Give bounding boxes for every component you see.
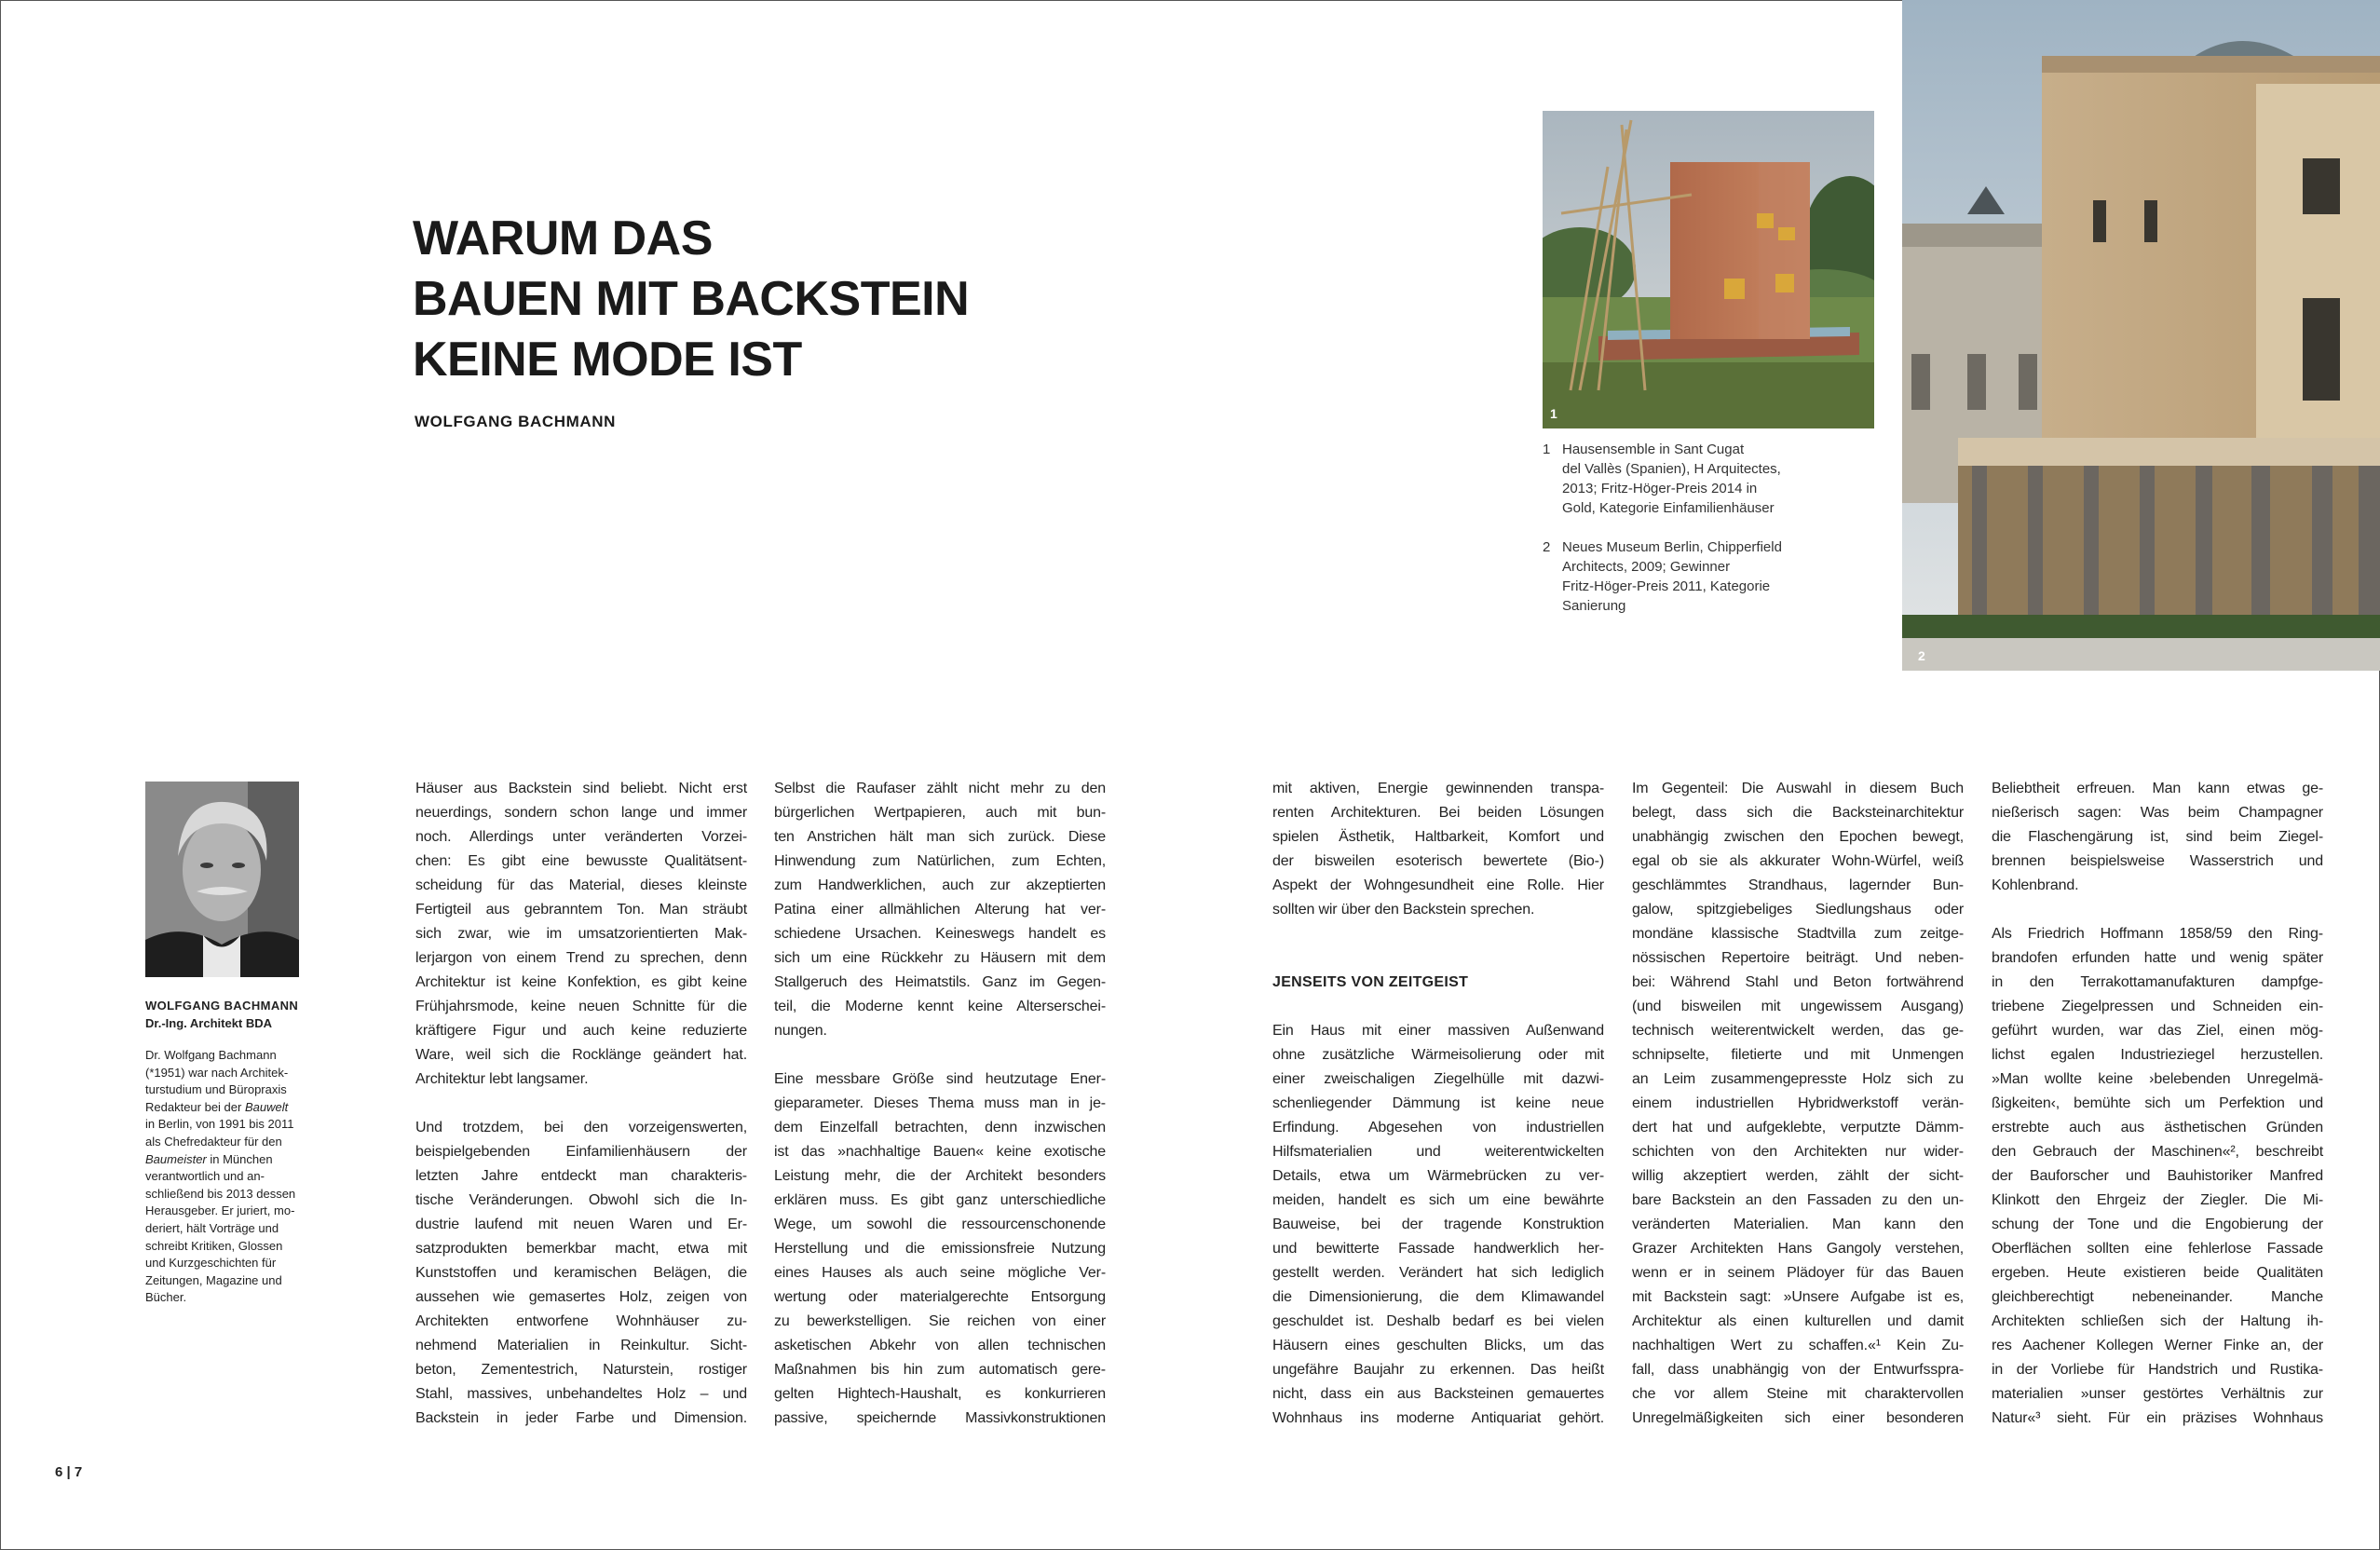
text-line: der Bauforscher und Bauhistoriker Manfred [1992,1168,2323,1184]
text-line: nössischen Repertoire beiträgt. Und neben- [1632,950,1964,966]
text-line: technisch weiterentwickelt werden, das ge- [1632,1023,1964,1039]
text-line: mit aktiven, Energie gewinnenden transpa- [1272,781,1604,796]
text-line: lichst egalen Industrieziegel herzustellen. [1992,1047,2323,1063]
bio-line [145,1047,308,1065]
bio-text-segment: turstudium und Büropraxis [145,1082,287,1097]
paragraph [774,777,1106,1043]
text-line: Fertigteil aus gebranntem Ton. Man sträubt [415,902,747,918]
text-line: beispielgebenden Einfamilienhäusern der [415,1144,747,1160]
text-line: Selbst die Raufaser zählt nicht mehr zu den [774,781,1106,796]
text-line: Herstellung und die emissionsfreie Nutzung [774,1241,1106,1257]
bio-text-segment: verantwortlich und an- [145,1169,265,1184]
paragraph [415,1116,747,1431]
text-line: teil, die Moderne kennt keine Alterserschei- [774,999,1106,1014]
text-line: bürgerlichen Wertpapieren, auch mit bun- [774,805,1106,821]
text-line: Als Friedrich Hoffmann 1858/59 den Ring- [1992,926,2323,942]
text-line: schung der Tone und die Engobierung der [1992,1217,2323,1232]
bio-text-segment: Herausgeber. Er juriert, mo- [145,1203,295,1218]
paragraph [1992,922,2323,1431]
text-line: Oberflächen sollten eine fehlerlose Fassade [1992,1241,2323,1257]
bio-text-segment: in Berlin, von 1991 bis 2011 [145,1117,294,1132]
text-line: die Dimensionierung, die dem Klimawandel [1272,1289,1604,1305]
text-line: einem industriellen Hybridwerkstoff verän- [1632,1095,1964,1111]
image-number: 1 [1550,406,1557,421]
text-line: willig akzeptiert werden, zählt der sicht- [1632,1168,1964,1184]
text-line: satzprodukten bemerkbar macht, etwa mit [415,1241,747,1257]
text-line: Stallgeruch des Heimatstils. Ganz im Gegen- [774,974,1106,990]
text-line: nehmend Materialien in Reinkultur. Sicht- [415,1338,747,1353]
paragraph [415,777,747,1092]
text-line: nungen. [774,1023,827,1039]
text-line: gelten Hightech-Haushalt, es konkurrieren [774,1386,1106,1402]
text-line: Architektur lebt langsamer. [415,1071,589,1087]
text-line: Architekten entworfene Wohnhäuser zu- [415,1313,747,1329]
caption-line: Sanierung [1562,598,1626,614]
author-bio [145,997,308,1307]
text-line: schiedene Ursachen. Keineswegs handelt es [774,926,1106,942]
text-line: bare Backstein an den Fassaden zu den un- [1632,1192,1964,1208]
text-line: gleichberechtigt nebeneinander. Manche [1992,1289,2323,1305]
text-line: Unregelmäßigkeiten sich einer besonderen [1632,1410,1964,1426]
text-line: Kohlenbrand. [1992,877,2079,893]
paragraph [1992,777,2323,898]
text-line: ohne zusätzliche Wärmeisolierung oder mit [1272,1047,1604,1063]
text-line: Beliebtheit erfreuen. Man kann etwas ge- [1992,781,2323,796]
bio-name: WOLFGANG BACHMANN [145,999,299,1013]
text-line: Aspekt der Wohngesundheit eine Rolle. Hier [1272,877,1604,893]
text-line: Grazer Architekten Hans Gangoly verstehen, [1632,1241,1964,1257]
text-line: sich um eine Rückkehr zu Häusern mit dem [774,950,1106,966]
caption-number: 2 [1543,539,1551,555]
text-line: Kunststoffen und keramischen Belägen, die [415,1265,747,1281]
text-line: Architekten schließen sich der Haltung ih- [1992,1313,2323,1329]
text-line: veränderten Materialien. Man kann den [1632,1217,1964,1232]
bio-line [145,1168,308,1186]
text-line: sollten wir über den Backstein sprechen. [1272,902,1535,918]
text-line: Häusern eines geschulten Blicks, um das [1272,1338,1604,1353]
page-numbers: 6 | 7 [55,1464,83,1480]
text-line: der bisweilen esoterisch bewertete (Bio-) [1272,853,1604,869]
text-line: geschuldet ist. Deshalb bedarf es bei vielen [1272,1313,1604,1329]
text-line: eines Hauses als auch seine mögliche Ver- [774,1265,1106,1281]
text-line: brandofen erfunden hatte und wenig später [1992,950,2323,966]
text-line: galow, spitzgiebeliges Siedlungshaus oder [1632,902,1964,918]
text-line: beton, Zementestrich, Naturstein, rostiger [415,1362,747,1378]
paragraph [1272,777,1604,922]
text-line: Leistung mehr, die der Architekt besonders [774,1168,1106,1184]
image-number: 2 [1918,648,1925,663]
text-line: schenliegender Dämmung ist keine neue [1272,1095,1604,1111]
author-portrait [145,782,299,977]
bio-italic-title: Bauwelt [244,1099,289,1114]
bio-text-segment: deriert, hält Vorträge und [145,1220,279,1235]
bio-text-segment: Zeitungen, Magazine und [145,1272,282,1287]
text-line: in den Terrakottamanufakturen dampfge- [1992,974,2323,990]
text-line: Im Gegenteil: Die Auswahl in diesem Buch [1632,781,1964,796]
caption-line: Hausensemble in Sant Cugat [1562,442,1745,457]
text-line: res Aachener Kollegen Werner Finke an, der [1992,1338,2323,1353]
text-line: Architektur als einen kulturellen und damit [1632,1313,1964,1329]
caption-1 [1543,440,1794,518]
text-line: Maßnahmen bis hin zum automatisch gere- [774,1362,1106,1378]
text-line: asketischen Abkehr von allen technischen [774,1338,1106,1353]
text-line: Architektur ist keine Konfektion, es gibt keine [415,974,747,990]
text-line: geführt wurden, war das Ziel, einen mög- [1992,1023,2323,1039]
text-line: in der Vorliebe für Handstrich und Rustika- [1992,1362,2323,1378]
text-line: Frühjahrsmode, keine neuen Schnitte für die [415,999,747,1014]
text-line: den Gebrauch der Maschinen«², beschreibt [1992,1144,2323,1160]
bio-line [145,1289,308,1307]
text-line: mit Backstein sagt: »Unsere Aufgabe ist es, [1632,1289,1964,1305]
text-line: Ware, weil sich die Rocklänge geändert hat. [415,1047,747,1063]
text-line: tische Veränderungen. Obwohl sich die In- [415,1192,747,1208]
text-line: wenn er in seinem Plädoyer für das Bauen [1632,1265,1964,1281]
text-column-3 [1272,777,1604,1455]
text-line: Details, etwa um Wärmebrücken zu ver- [1272,1168,1604,1184]
text-line: dustrie laufend mit neuen Waren und Er- [415,1217,747,1232]
image-captions [1543,440,1794,635]
text-line: ist das »nachhaltige Bauen« keine exotische [774,1144,1106,1160]
text-line: an Leim zusammengepresste Holz sich zu [1632,1071,1964,1087]
text-line: schnipselte, filetierte und mit Unmengen [1632,1047,1964,1063]
bio-text-segment: Bücher. [145,1290,187,1305]
text-line: zu bewerkstelligen. Sie reichen von einer [774,1313,1106,1329]
bio-role: Dr.-Ing. Architekt BDA [145,1016,273,1030]
bio-line [145,1116,308,1134]
text-line: Backstein in jeder Farbe und Dimension. [415,1410,747,1426]
text-line: Bauweise, bei der tragende Konstruktion [1272,1217,1604,1232]
text-line: renten Architekturen. Bei beiden Lösungen [1272,805,1604,821]
text-line: zum Handwerklichen, auch zur akzeptierten [774,877,1106,893]
text-line: gieparameter. Dieses Thema muss man in je- [774,1095,1106,1111]
caption-line: 2013; Fritz-Höger-Preis 2014 in [1562,481,1758,496]
text-line: und bewitterte Fassade handwerklich her- [1272,1241,1604,1257]
text-line: Patina einer allmählichen Alterung hat ver- [774,902,1106,918]
text-line: geschlämmtes Strandhaus, lagernder Bun- [1632,877,1964,893]
text-line: scheidung für das Material, dieses kleinste [415,877,747,893]
section-heading: JENSEITS VON ZEITGEIST [1272,974,1469,990]
text-line: noch. Allerdings unter veränderten Vorzei- [415,829,747,845]
bio-text-segment: und Kurzgeschichten für [145,1256,277,1271]
bio-line [145,1203,308,1220]
text-line: Und trotzdem, bei den vorzeigenswerten, [415,1120,747,1135]
bio-text [145,1047,308,1307]
text-line: aussehen wie gemasertes Holz, zeigen von [415,1289,747,1305]
title-line: WARUM DAS [413,211,713,265]
text-line: spielen Ästhetik, Haltbarkeit, Komfort und [1272,829,1604,845]
text-line: egal ob sie als akkurater Wohn-Würfel, weiß [1632,853,1964,869]
article-author: WOLFGANG BACHMANN [415,413,617,430]
bio-line [145,1081,308,1099]
text-line: sich zwar, wie im umsatzorientierten Mak- [415,926,747,942]
bio-line [145,1238,308,1256]
text-line: erklären muss. Es gibt ganz unterschiedliche [774,1192,1106,1208]
text-line: erstrebte auch aus ästhetischen Gründen [1992,1120,2323,1135]
bio-text-segment: in München [206,1151,273,1166]
text-line: ßigkeiten‹, bemühte sich um Perfektion und [1992,1095,2323,1111]
text-line: letzten Jahre entdeckt man charakteris- [415,1168,747,1184]
bio-line [145,1220,308,1238]
bio-line [145,1134,308,1151]
text-column-2 [774,777,1106,1455]
bio-line [145,1186,308,1203]
text-line: (und bisweilen mit ungewissem Ausgang) [1632,999,1964,1014]
article-title [413,209,969,390]
photo-brick-house [1543,111,1874,428]
text-line: nicht, dass ein aus Backsteinen gemauertes [1272,1386,1604,1402]
title-line: BAUEN MIT BACKSTEIN [413,272,970,326]
text-line: Natur«³ sieht. Für ein präzises Wohnhaus [1992,1410,2323,1426]
text-line: nachhaltigen Wert zu schaffen.«¹ Kein Zu- [1632,1338,1964,1353]
bio-text-segment: schreibt Kritiken, Glossen [145,1238,283,1253]
paragraph [774,1067,1106,1431]
text-line: Erfindung. Abgesehen von industriellen [1272,1120,1604,1135]
text-line: belegt, dass sich die Backsteinarchitektur [1632,805,1964,821]
title-line: KEINE MODE IST [413,333,802,387]
caption-line: Architects, 2009; Gewinner [1562,559,1731,575]
text-line: nießerisch sagen: Was beim Champagner [1992,805,2323,821]
bio-line [145,1272,308,1290]
text-line: gestellt werden. Verändert hat sich lediglich [1272,1265,1604,1281]
text-line: wertung oder materialgerechte Entsorgung [774,1289,1106,1305]
caption-line: Gold, Kategorie Einfamilienhäuser [1562,500,1775,516]
text-line: neuerdings, sondern schon lange und immer [415,805,747,821]
text-line: brennen beispielsweise Wasserstrich und [1992,853,2323,869]
text-line: che vor allem Steine mit charaktervollen [1632,1386,1964,1402]
text-column-4 [1632,777,1964,1455]
text-line: Klinkott den Ehrgeiz der Ziegler. Die Mi- [1992,1192,2323,1208]
text-line: dem Einzelfall betrachten, denn inzwischen [774,1120,1106,1135]
caption-line: Neues Museum Berlin, Chipperfield [1562,539,1782,555]
text-line: dert hat und aufgeklebte, verputzte Dämm- [1632,1120,1964,1135]
text-line: Ein Haus mit einer massiven Außenwand [1272,1023,1604,1039]
bio-line [145,1099,308,1117]
text-line: fall, dass unabhängig von der Entwurfsspra- [1632,1362,1964,1378]
text-line: schichten von den Architekten nur wider- [1632,1144,1964,1160]
text-line: passive, speichernde Massivkonstruktionen [774,1410,1106,1426]
caption-number: 1 [1543,442,1551,457]
bio-text-segment: (*1951) war nach Architek- [145,1065,289,1080]
text-line: bei: Während Stahl und Beton fortwährend [1632,974,1964,990]
paragraph [1272,1019,1604,1431]
text-line: die Flaschengärung ist, sind beim Ziegel- [1992,829,2323,845]
text-line: kräftigere Figur und auch keine reduzierte [415,1023,747,1039]
caption-line: del Vallès (Spanien), H Arquitectes, [1562,461,1781,477]
photo-neues-museum [1902,0,2380,671]
text-line: meiden, handelt es sich um eine bewährte [1272,1192,1604,1208]
text-line: Wohnhaus ins moderne Antiquariat gehört. [1272,1410,1604,1426]
text-line: ungefähre Baujahr zu erkennen. Das heißt [1272,1362,1604,1378]
bio-line [145,1065,308,1082]
text-line: Wege, um sowohl die ressourcenschonende [774,1217,1106,1232]
text-line: lerjargon von einem Trend zu sprechen, denn [415,950,747,966]
text-line: triebene Ziegelpressen und Schneiden ein- [1992,999,2323,1014]
text-line: ten Anstrichen hält man sich zurück. Diese [774,829,1106,845]
text-line: einer zweischaligen Ziegelhülle mit dazwi- [1272,1071,1604,1087]
text-line: Eine messbare Größe sind heutzutage Ener- [774,1071,1106,1087]
text-line: »Man wollte keine ›belebenden Unregelmä- [1992,1071,2323,1087]
bio-text-segment: schließend bis 2013 dessen [145,1186,296,1201]
caption-line: Fritz-Höger-Preis 2011, Kategorie [1562,578,1771,594]
text-column-5 [1992,777,2323,1455]
text-line: Häuser aus Backstein sind beliebt. Nicht erst [415,781,747,796]
text-line: chen: Es gibt eine bewusste Qualitätsent- [415,853,747,869]
bio-text-segment: als Chefredakteur für den [145,1134,282,1149]
text-line: unabhängig zwischen den Epochen bewegt, [1632,829,1964,845]
text-column-1 [415,777,747,1455]
text-line: mondäne klassische Stadtvilla zum zeitge- [1632,926,1964,942]
bio-text-segment: Dr. Wolfgang Bachmann [145,1048,277,1062]
text-line: ergeben. Heute existieren beide Qualitäten [1992,1265,2323,1281]
paragraph [1632,777,1964,1431]
text-line: Hinwendung zum Natürlichen, zum Echten, [774,853,1106,869]
text-line: materialien »unser gestörtes Verhältnis zur [1992,1386,2323,1402]
text-line: Hilfsmaterialien und weiterentwickelten [1272,1144,1604,1160]
bio-italic-title: Baumeister [145,1151,207,1166]
bio-line [145,1255,308,1272]
text-line: Stahl, massives, unbehandeltes Holz – und [415,1386,747,1402]
caption-2 [1543,537,1794,616]
bio-line [145,1151,308,1169]
bio-text-segment: Redakteur bei der [145,1099,245,1114]
